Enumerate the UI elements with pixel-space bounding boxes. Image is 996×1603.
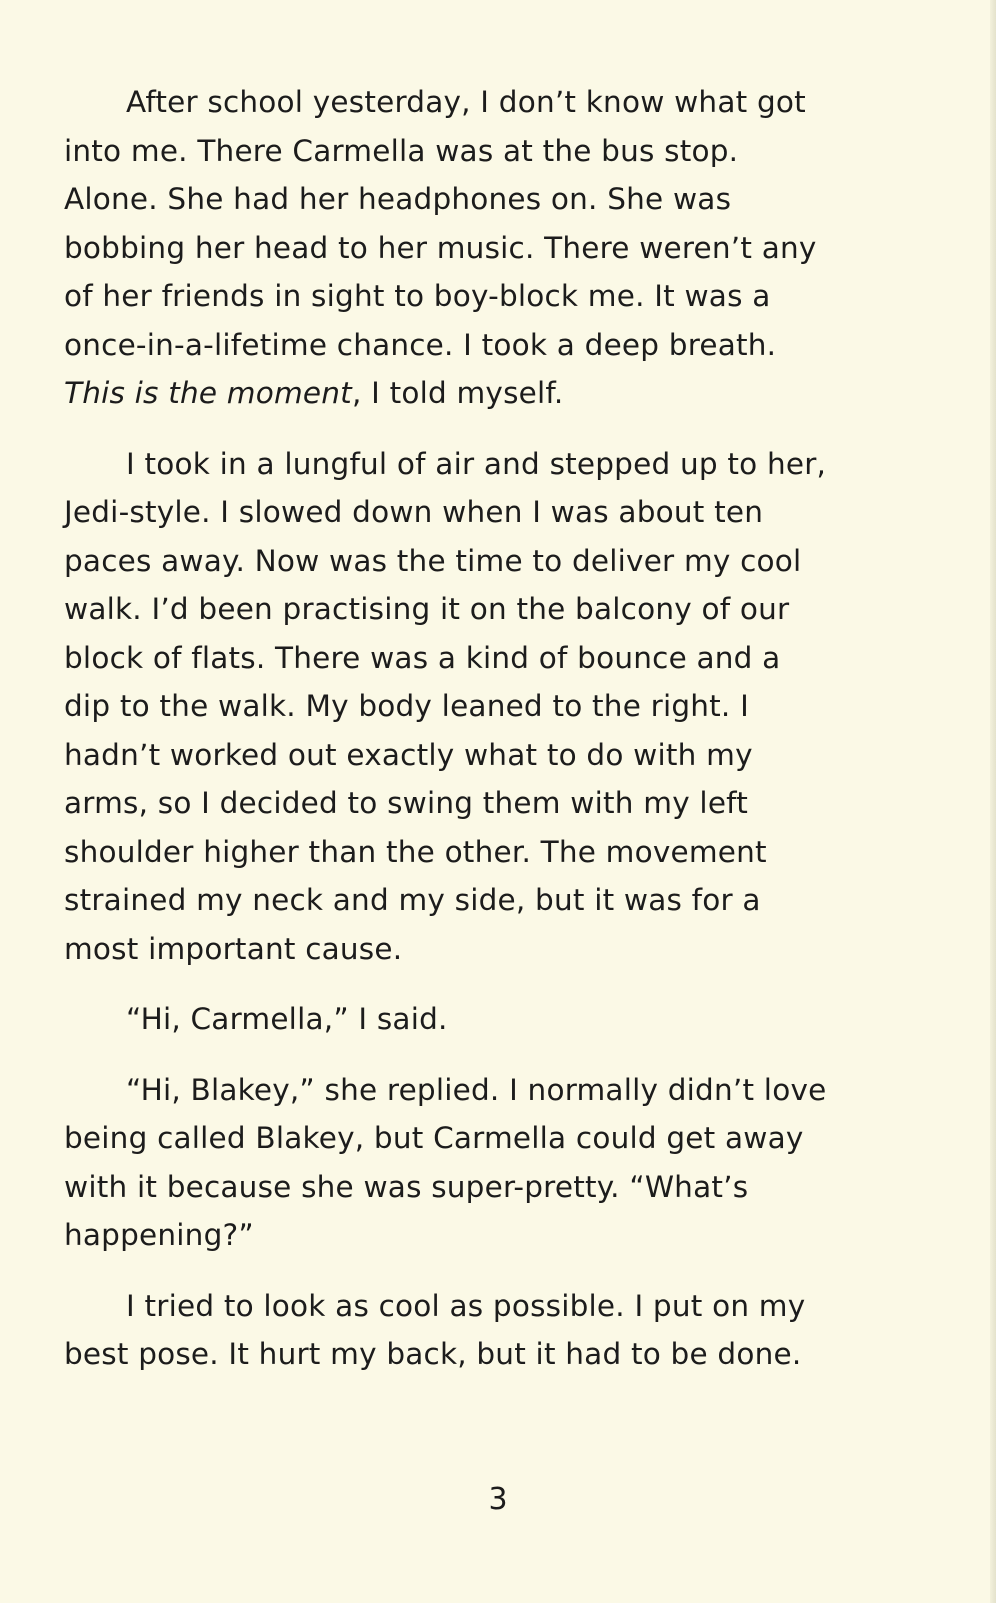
text-line: strained my neck and my side, but it was for a	[64, 883, 761, 917]
paragraph-2	[64, 440, 944, 974]
text-line: paces away. Now was the time to deliver my cool	[64, 543, 802, 578]
text-line: “Hi, Blakey,” she replied. I normally didn’t love	[126, 1072, 827, 1107]
text-line: I tried to look as cool as possible. I put on my	[126, 1288, 806, 1323]
text-line: being called Blakey, but Carmella could get away	[64, 1121, 804, 1155]
text-line: arms, so I decided to swing them with my left	[64, 786, 749, 820]
text-line: dip to the walk. My body leaned to the right. I	[64, 689, 749, 723]
text-line: walk. I’d been practising it on the balcony of our	[64, 592, 790, 626]
paragraph-3	[64, 995, 944, 1044]
text-line: “Hi, Carmella,” I said.	[126, 1002, 448, 1036]
text-line: block of flats. There was a kind of bounce and a	[64, 640, 781, 675]
text-line: most important cause.	[64, 931, 403, 966]
paragraph-1	[64, 78, 944, 418]
text-fragment: , I told myself.	[351, 376, 564, 410]
text-line: bobbing her head to her music. There weren’t any	[64, 230, 817, 265]
text-line: best pose. It hurt my back, but it had to be done.	[64, 1337, 802, 1371]
paragraph-5	[64, 1282, 944, 1379]
text-line: shoulder higher than the other. The movement	[64, 834, 767, 869]
body-text	[64, 78, 944, 1379]
page-edge	[990, 0, 996, 1603]
italic-thought: This is the moment	[64, 376, 352, 410]
text-line: of her friends in sight to boy-block me. It was a	[64, 279, 771, 313]
text-line: Jedi-style. I slowed down when I was about ten	[64, 495, 764, 529]
text-line: once-in-a-lifetime chance. I took a deep breath.	[64, 327, 777, 362]
text-line: into me. There Carmella was at the bus stop.	[64, 133, 739, 168]
text-line: Alone. She had her headphones on. She was	[64, 182, 732, 216]
text-line: happening?”	[64, 1218, 254, 1252]
text-line: After school yesterday, I don’t know what got	[126, 85, 806, 119]
text-line: with it because she was super-pretty. “What’s	[64, 1169, 749, 1204]
text-line	[64, 369, 944, 418]
text-line: hadn’t worked out exactly what to do with my	[64, 737, 753, 772]
text-line: I took in a lungful of air and stepped up to her,	[126, 446, 827, 481]
paragraph-4	[64, 1066, 944, 1260]
page-number: 3	[488, 1482, 508, 1517]
